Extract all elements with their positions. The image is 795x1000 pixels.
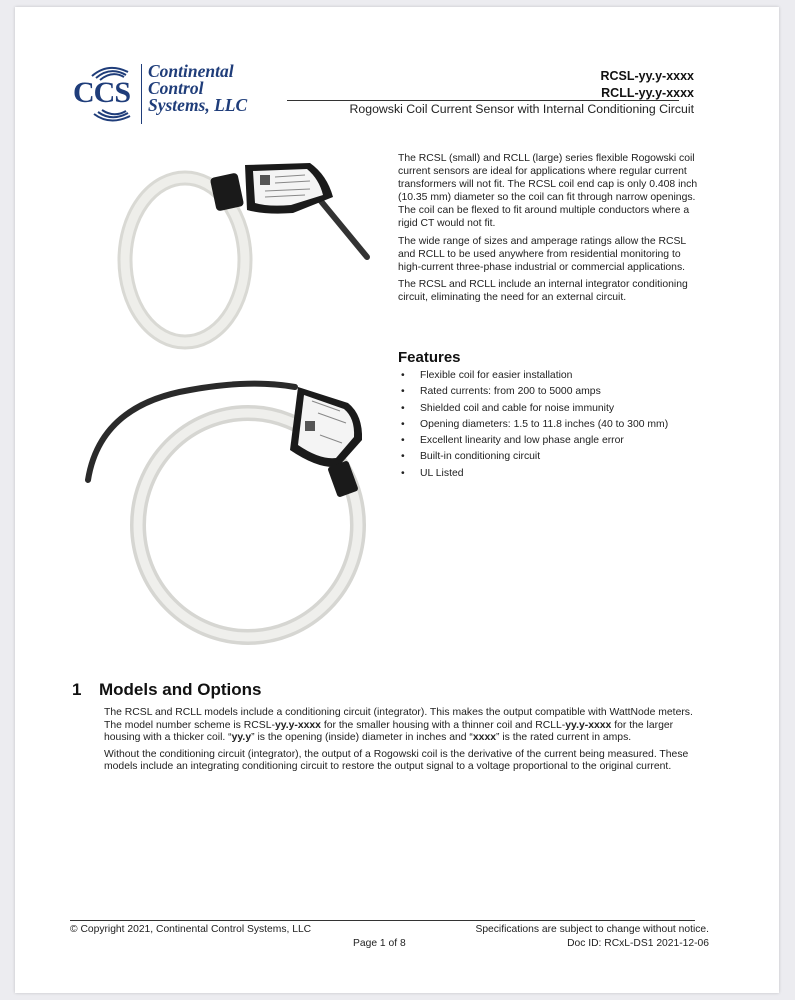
rcll-large-coil-photo bbox=[80, 365, 400, 645]
logo-ccs: CCS bbox=[73, 76, 131, 109]
intro-text bbox=[398, 152, 698, 308]
company-name-line-1: Continental bbox=[148, 61, 234, 81]
company-name bbox=[148, 63, 247, 114]
company-name-line-2: Control bbox=[148, 78, 204, 98]
bullet-icon: • bbox=[401, 467, 405, 479]
feature-item: • Flexible coil for easier installation bbox=[401, 370, 573, 381]
intro-paragraph: The RCSL (small) and RCLL (large) series flexible Rogowski coil current sensors are ideal for applications where regular current transformers will not fit. The RCSL coil end cap is only 0.408 inch (10.35 mm) diameter so the coil can fit through narrow openings. The coil can be flexed to fit around multiple conductors where a rigid CT would not fit. bbox=[398, 153, 698, 230]
section-body bbox=[104, 707, 694, 778]
feature-item: • Rated currents: from 200 to 5000 amps bbox=[401, 386, 601, 398]
bullet-icon: • bbox=[401, 386, 405, 398]
feature-item: • Shielded coil and cable for noise immunity bbox=[401, 402, 615, 414]
feature-item: • Built-in conditioning circuit bbox=[401, 451, 541, 463]
section-paragraph: The RCSL and RCLL models include a conditioning circuit (integrator). This makes the output compatible with WattNode meters. The model number scheme is RCSL-yy.y-xxxx for the smaller housing with a thinner coil and RCLL-yy.y-xxxx for the larger housing with a thicker coil. “yy.y” is the opening (inside) diameter in inches and “xxxx” is the rated current in amps. bbox=[104, 707, 693, 744]
model-small: RCSL-yy.y-xxxx bbox=[600, 69, 694, 83]
intro-paragraph: The wide range of sizes and amperage ratings allow the RCSL and RCLL to be used anywhere from residential monitoring to high-current three-phase industrial or commercial applications. bbox=[398, 235, 686, 273]
footer-rule bbox=[70, 920, 695, 921]
features-heading: Features bbox=[398, 349, 461, 366]
footer-page-number: Page 1 of 8 bbox=[353, 938, 406, 949]
bullet-icon: • bbox=[401, 418, 405, 430]
document-subtitle: Rogowski Coil Current Sensor with Internal Conditioning Circuit bbox=[349, 102, 694, 116]
bullet-icon: • bbox=[401, 370, 405, 381]
section-number: 1 bbox=[72, 680, 82, 699]
features-list bbox=[398, 370, 708, 484]
section-heading bbox=[72, 680, 261, 700]
bullet-icon: • bbox=[401, 435, 405, 447]
section-title: Models and Options bbox=[99, 680, 262, 699]
feature-item: • Excellent linearity and low phase angle error bbox=[401, 435, 624, 447]
feature-item: • Opening diameters: 1.5 to 11.8 inches (40 to 300 mm) bbox=[401, 418, 669, 430]
footer-copyright: © Copyright 2021, Continental Control Systems, LLC bbox=[70, 924, 312, 935]
bullet-icon: • bbox=[401, 451, 405, 463]
footer-doc-id: Doc ID: RCxL-DS1 2021-12-06 bbox=[567, 938, 709, 949]
bullet-icon: • bbox=[401, 402, 405, 414]
footer-notice: Specifications are subject to change without notice. bbox=[475, 924, 709, 935]
intro-paragraph: The RCSL and RCLL include an internal integrator conditioning circuit, eliminating the need for an external circuit. bbox=[398, 278, 688, 303]
model-large: RCLL-yy.y-xxxx bbox=[601, 86, 694, 100]
rcsl-small-coil-photo bbox=[105, 145, 395, 355]
section-paragraph: Without the conditioning circuit (integrator), the output of a Rogowski coil is the derivative of the current being measured. These models include an integrating conditioning circuit to restore the output signal to a voltage proportional to the original current. bbox=[104, 748, 689, 773]
company-name-line-3: Systems, LLC bbox=[148, 95, 248, 115]
header-rule bbox=[287, 100, 679, 101]
feature-item: • UL Listed bbox=[401, 467, 464, 479]
logo-divider bbox=[141, 64, 142, 124]
